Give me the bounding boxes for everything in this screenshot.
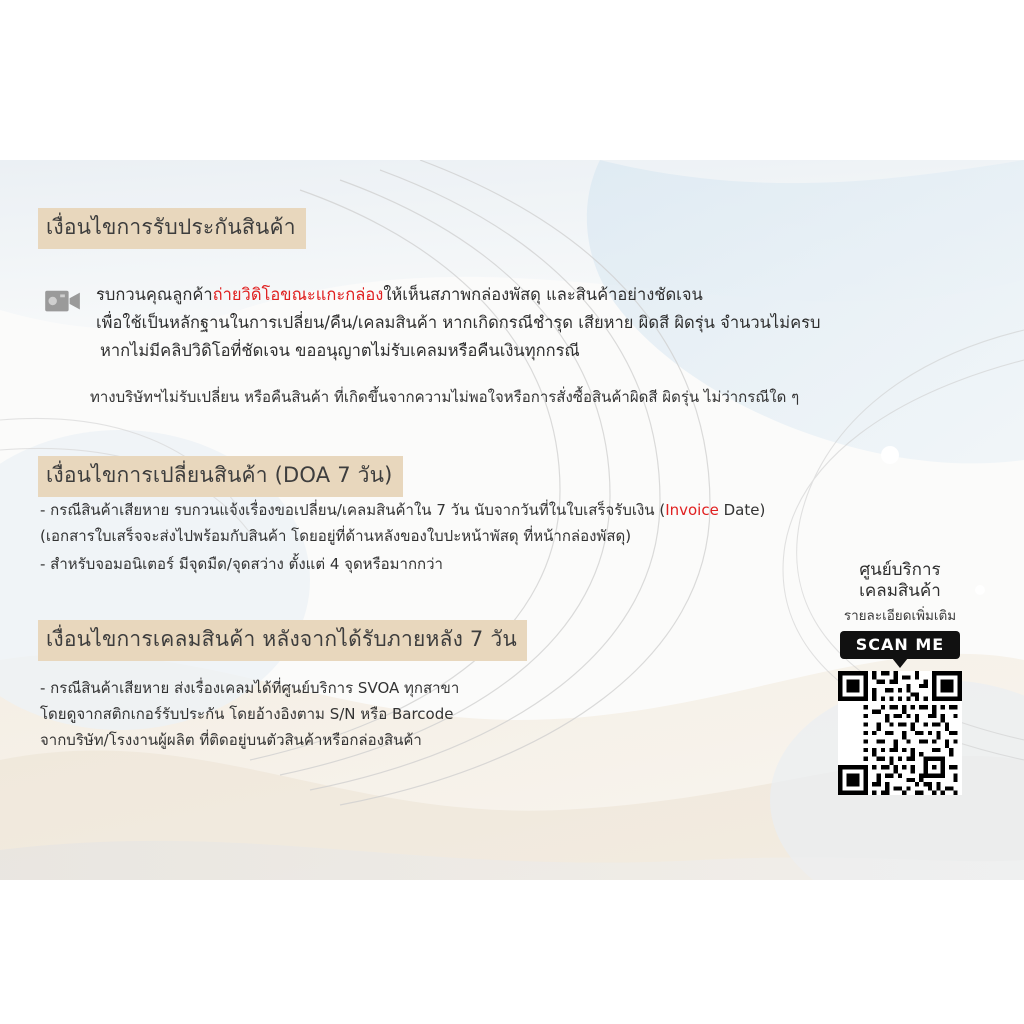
qr-title-line-1: ศูนย์บริการ	[859, 560, 941, 580]
section-heading-doa: เงื่อนไขการเปลี่ยนสินค้า (DOA 7 วัน)	[38, 456, 403, 497]
doa-line-1-invoice: Invoice	[665, 501, 719, 519]
service-center-qr-block[interactable]	[812, 560, 988, 799]
warranty-line-1	[96, 282, 703, 309]
qr-code-icon[interactable]	[838, 671, 962, 795]
qr-title-line-2: เคลมสินค้า	[859, 581, 941, 602]
warranty-line-2: เพื่อใช้เป็นหลักฐานในการเปลี่ยน/คืน/เคลมสินค้า หากเกิดกรณีชำรุด เสียหาย ผิดสี ผิดรุ่น จำนวนไม่ครบ	[96, 313, 821, 332]
warranty-line-1-b: ให้เห็นสภาพกล่องพัสดุ และสินค้าอย่างชัดเจน	[383, 285, 703, 304]
qr-subtitle: รายละเอียดเพิ่มเติม	[843, 607, 957, 624]
doa-line-1-b: Date)	[718, 501, 766, 519]
claim-line-1: - กรณีสินค้าเสียหาย ส่งเรื่องเคลมได้ที่ศูนย์บริการ SVOA ทุกสาขา	[40, 679, 460, 697]
warranty-note: ทางบริษัทฯไม่รับเปลี่ยน หรือคืนสินค้า ที่เกิดขึ้นจากความไม่พอใจหรือการสั่งซื้อสินค้าผิดสี ผิดรุ่น ไม่ว่ากรณีใด ๆ	[90, 388, 800, 406]
doa-line-1-a: - กรณีสินค้าเสียหาย รบกวนแจ้งเรื่องขอเปลี่ยน/เคลมสินค้าใน 7 วัน นับจากวันที่ในใบเสร็จรับเงิน (	[40, 501, 666, 519]
doa-line-2: (เอกสารใบเสร็จจะส่งไปพร้อมกับสินค้า โดยอยู่ที่ด้านหลังของใบปะหน้าพัสดุ ที่หน้ากล่องพัสดุ)	[40, 527, 632, 545]
warranty-line-1-a: รบกวนคุณลูกค้า	[96, 285, 213, 304]
doa-line-1	[40, 498, 765, 522]
warranty-line-3: หากไม่มีคลิปวิดิโอที่ชัดเจน ขออนุญาตไม่รับเคลมหรือคืนเงินทุกกรณี	[100, 341, 580, 360]
section-heading-claim: เงื่อนไขการเคลมสินค้า หลังจากได้รับภายหลัง 7 วัน	[38, 620, 527, 661]
doa-line-3: - สำหรับจอมอนิเตอร์ มีจุดมืด/จุดสว่าง ตั้งแต่ 4 จุดหรือมากกว่า	[40, 555, 443, 573]
section-heading-warranty: เงื่อนไขการรับประกันสินค้า	[38, 208, 306, 249]
warranty-banner	[0, 160, 1024, 880]
banner-content	[0, 160, 1024, 880]
warranty-line-1-highlight: ถ่ายวิดิโอขณะแกะกล่อง	[212, 285, 384, 304]
claim-line-2: โดยดูจากสติกเกอร์รับประกัน โดยอ้างอิงตาม S/N หรือ Barcode	[40, 705, 454, 723]
claim-line-3: จากบริษัท/โรงงานผู้ผลิต ที่ติดอยู่บนตัวสินค้าหรือกล่องสินค้า	[40, 731, 422, 749]
video-camera-icon	[44, 286, 82, 316]
scan-me-badge: SCAN ME	[840, 631, 960, 659]
